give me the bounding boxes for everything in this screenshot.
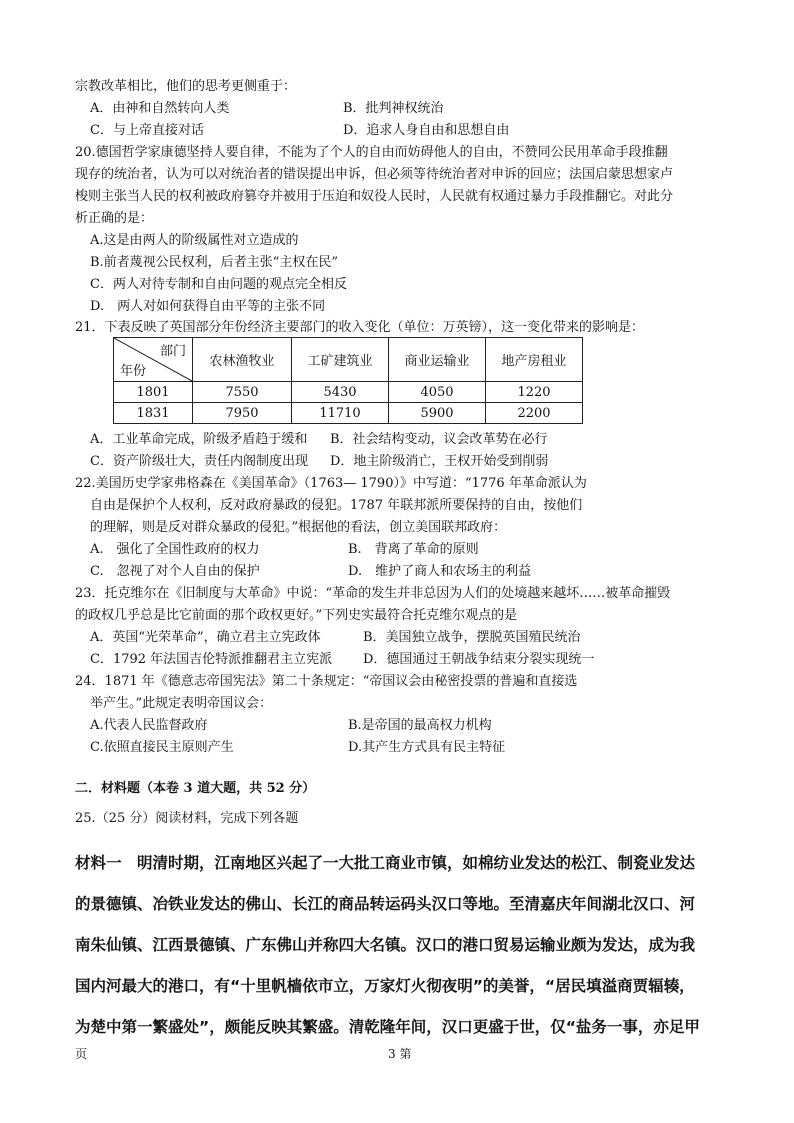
q21-option-d: D．地主阶级消亡，王权开始受到削弱 <box>330 454 549 469</box>
income-table <box>113 337 583 424</box>
material-line: 材料一 明清时期，江南地区兴起了一大批工商业市镇，如棉纺业发达的松江、制瓷业发达 <box>75 854 696 872</box>
table-cell: 1801 <box>114 382 193 403</box>
corner-label-year: 年份 <box>120 364 147 379</box>
q20-option-d: D. 两人对如何获得自由平等的主张不同 <box>90 299 326 314</box>
q21-option-c: C．资产阶级壮大，责任内阁制度出现 <box>90 454 308 469</box>
table-row <box>114 403 583 424</box>
page-number: 3 第 <box>388 1047 412 1061</box>
q19-option-d: D．追求人身自由和思想自由 <box>343 123 510 138</box>
q22-stem-line: 自由是保护个人权利，反对政府暴政的侵犯。1787 年联邦派所要保持的自由，按他们 <box>90 498 583 513</box>
table-header: 农林渔牧业 <box>193 338 292 382</box>
q22-option-b: B. 背离了革命的原则 <box>348 542 479 557</box>
q21-option-b: B．社会结构变动，议会改革势在必行 <box>330 432 548 447</box>
q23-option-d: D．德国通过王朝战争结束分裂实现统一 <box>363 652 595 667</box>
material-line: 为楚中第一繁盛处”，颇能反映其繁盛。清乾隆年间，汉口更盛于世，仅“盐务一事，亦足甲 <box>75 1018 700 1036</box>
q23-option-a: A．英国“光荣革命”，确立君主立宪政体 <box>90 630 321 645</box>
table-cell: 5430 <box>292 382 389 403</box>
q23-stem-line: 的政权几乎总是比它前面的那个政权更好。”下列史实最符合托克维尔观点的是 <box>75 608 518 623</box>
table-cell: 4050 <box>389 382 486 403</box>
q22-stem-line: 的理解，则是反对群众暴政的侵犯。”根据他的看法，创立美国联邦政府： <box>90 520 507 535</box>
q19-option-a: A．由神和自然转向人类 <box>90 101 230 116</box>
q20-stem-line: 析正确的是： <box>75 211 154 226</box>
q23-option-c: C．1792 年法国吉伦特派推翻君主立宪派 <box>90 652 333 667</box>
q19-stem: 宗教改革相比，他们的思考更侧重于： <box>75 79 297 94</box>
table-cell: 2200 <box>486 403 583 424</box>
table-header: 商业运输业 <box>389 338 486 382</box>
corner-label-department: 部门 <box>159 344 186 359</box>
q22-stem-line: 22.美国历史学家弗格森在《美国革命》（1763— 1790）》中写道：“1776 年革命派认为 <box>75 476 587 491</box>
table-cell: 1831 <box>114 403 193 424</box>
q24-option-a: A.代表人民监督政府 <box>90 718 208 733</box>
material-line: 的景德镇、冶铁业发达的佛山、长江的商品转运码头汉口等地。至清嘉庆年间湖北汉口、河 <box>75 895 696 913</box>
q24-option-c: C.依照直接民主原则产生 <box>90 740 234 755</box>
table-corner-cell <box>114 338 193 382</box>
q24-option-d: D.其产生方式具有民主特征 <box>348 740 506 755</box>
table-header: 地产房租业 <box>486 338 583 382</box>
q24-option-b: B.是帝国的最高权力机构 <box>348 718 492 733</box>
table-cell: 11710 <box>292 403 389 424</box>
material-line: 南朱仙镇、江西景德镇、广东佛山并称四大名镇。汉口的港口贸易运输业颇为发达，成为我 <box>75 936 696 954</box>
q22-option-a: A. 强化了全国性政府的权力 <box>90 542 260 557</box>
q21-option-a: A．工业革命完成，阶级矛盾趋于缓和 <box>90 432 308 447</box>
q23-option-b: B．美国独立战争，摆脱英国殖民统治 <box>363 630 581 645</box>
table-cell: 7950 <box>193 403 292 424</box>
q24-stem-line: 24．1871 年《德意志帝国宪法》第二十条规定：“帝国议会由秘密投票的普遍和直接选 <box>75 674 578 689</box>
table-cell: 1220 <box>486 382 583 403</box>
table-header-row <box>114 338 583 382</box>
section-heading: 二．材料题（本卷 3 道大题，共 52 分） <box>75 781 316 796</box>
q20-option-c: C．两人对待专制和自由问题的观点完全相反 <box>90 277 347 292</box>
q22-option-d: D. 维护了商人和农场主的利益 <box>348 564 532 579</box>
table-row <box>114 382 583 403</box>
q20-stem-line: 梭则主张当人民的权利被政府篡夺并被用于压迫和奴役人民时，人民就有权通过暴力手段推翻它。对此分 <box>75 189 674 204</box>
q25-heading: 25.（25 分）阅读材料，完成下列各题 <box>75 811 299 826</box>
footer-left: 页 <box>75 1047 88 1061</box>
q21-stem: 21．下表反映了英国部分年份经济主要部门的收入变化（单位：万英镑），这一变化带来的影响是： <box>75 320 645 335</box>
q20-stem-line: 现存的统治者，认为可以对统治者的错误提出申诉，但必须等待统治者对申诉的回应；法国启蒙思想家卢 <box>75 167 674 182</box>
q20-option-a: A.这是由两人的阶级属性对立造成的 <box>90 233 299 248</box>
q23-stem-line: 23．托克维尔在《旧制度与大革命》中说：“革命的发生并非总因为人们的处境越来越坏……被革命摧毁 <box>75 586 671 601</box>
q19-option-c: C．与上帝直接对话 <box>90 123 204 138</box>
q20-option-b: B.前者蔑视公民权利，后者主张“主权在民” <box>90 255 338 270</box>
q22-option-c: C. 忽视了对个人自由的保护 <box>90 564 260 579</box>
q20-stem-line: 20.德国哲学家康德坚持人要自律，不能为了个人的自由而妨碍他人的自由，不赞同公民用革命手段推翻 <box>75 145 668 160</box>
material-line: 国内河最大的港口，有“十里帆樯依市立，万家灯火彻夜明”的美誉，“居民填溢商贾辐辏， <box>75 977 695 995</box>
q24-stem-line: 举产生。”此规定表明帝国议会： <box>90 696 273 711</box>
q19-option-b: B．批判神权统治 <box>343 101 444 116</box>
table-cell: 5900 <box>389 403 486 424</box>
table-cell: 7550 <box>193 382 292 403</box>
table-header: 工矿建筑业 <box>292 338 389 382</box>
